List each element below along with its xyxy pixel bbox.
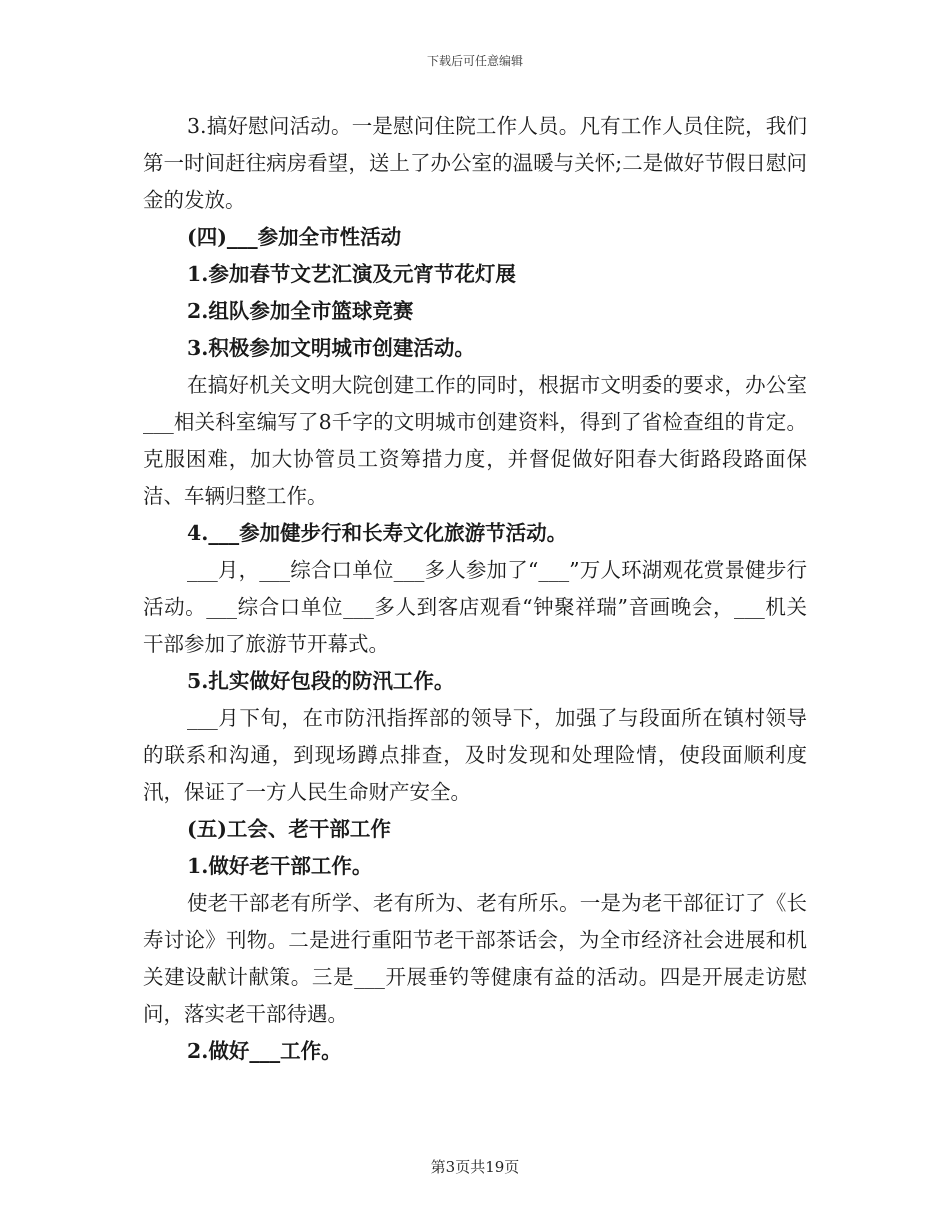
heading-union-retirees: (五)工会、老干部工作 <box>187 817 391 841</box>
paragraph-flood-control: ___月下旬，在市防汛指挥部的领导下，加强了与段面所在镇村领导的联系和沟通，到现场蹲点排查，及时发现和处理险情，使段面顺利度汛，保证了一方人民生命财产安全。 <box>143 706 807 804</box>
heading-basketball: 2.组队参加全市篮球竞赛 <box>187 299 414 323</box>
paragraph-retiree-work: 使老干部老有所学、老有所为、老有所乐。一是为老干部征订了《长寿讨论》刊物。二是进行重阳节老干部茶话会，为全市经济社会进展和机关建设献计献策。三是___开展垂钓等健康有益的活动。四是开展走访慰问，落实老干部待遇。 <box>143 891 807 1026</box>
heading-do-work: 2.做好___工作。 <box>187 1039 342 1063</box>
paragraph-civilized-city: 在搞好机关文明大院创建工作的同时，根据市文明委的要求，办公室___相关科室编写了8千字的文明城市创建资料，得到了省检查组的肯定。克服困难，加大协管员工资筹措力度，并督促做好阳春大街路段路面保洁、车辆归整工作。 <box>143 373 807 508</box>
heading-walking-festival: 4.___参加健步行和长寿文化旅游节活动。 <box>187 521 568 545</box>
document-body <box>143 108 807 1070</box>
heading-retiree-work: 1.做好老干部工作。 <box>187 854 373 878</box>
paragraph-condolence-activities: 3.搞好慰问活动。一是慰问住院工作人员。凡有工作人员住院，我们第一时间赶往病房看望，送上了办公室的温暖与关怀;二是做好节假日慰问金的发放。 <box>143 114 807 212</box>
heading-citywide-activities: (四)___参加全市性活动 <box>187 225 402 249</box>
page-footer: 第3页共19页 <box>430 1158 520 1176</box>
heading-spring-festival: 1.参加春节文艺汇演及元宵节花灯展 <box>187 262 516 286</box>
heading-civilized-city: 3.积极参加文明城市创建活动。 <box>187 336 475 360</box>
page-header: 下载后可任意编辑 <box>426 54 523 68</box>
paragraph-walking-festival: ___月，___综合口单位___多人参加了“___”万人环湖观花赏景健步行活动。___综合口单位___多人到客店观看“钟聚祥瑞”音画晚会，___机关干部参加了旅游节开幕式。 <box>143 558 807 656</box>
heading-flood-control: 5.扎实做好包段的防汛工作。 <box>187 669 455 693</box>
